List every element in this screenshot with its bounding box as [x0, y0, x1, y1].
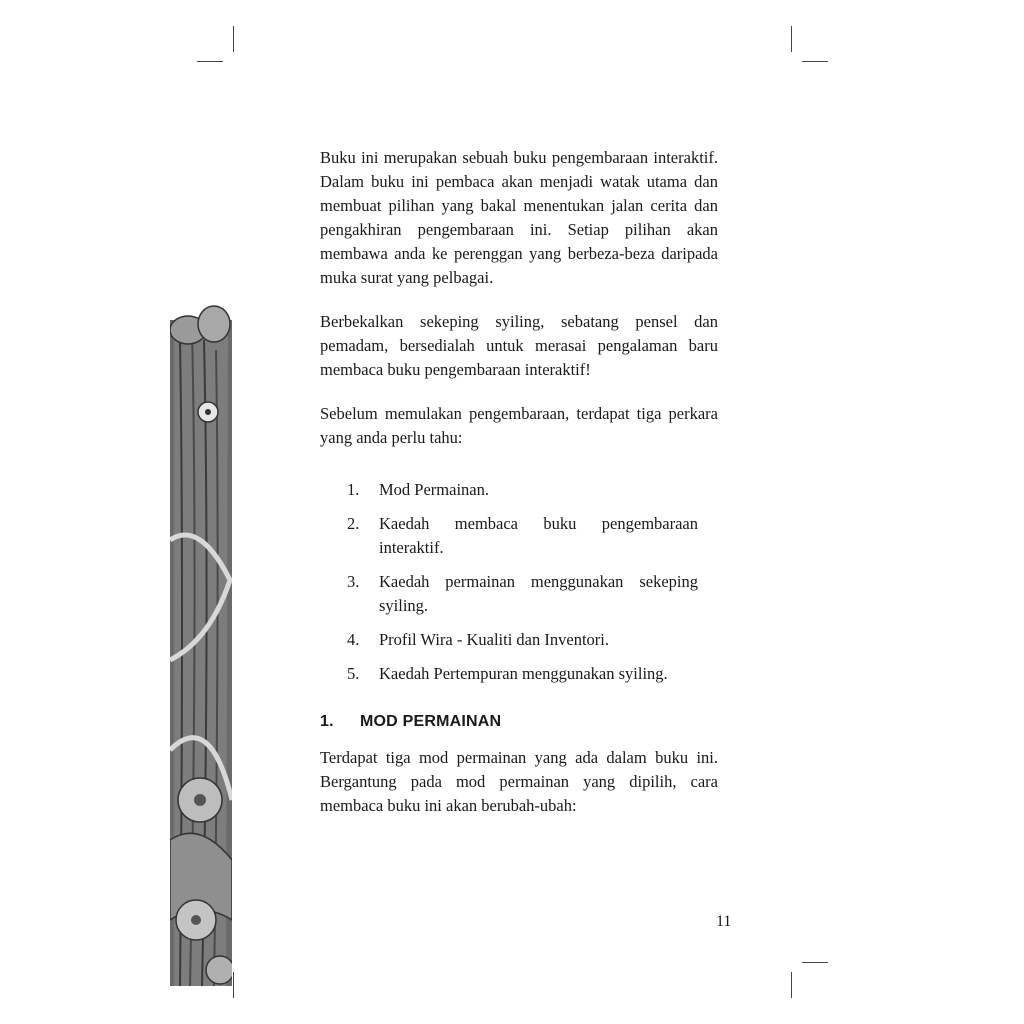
list-item-text: Kaedah permainan menggunakan sekeping syiling.: [379, 572, 698, 615]
page-body: [320, 146, 718, 838]
list-item: [320, 662, 718, 686]
intro-paragraph: Buku ini merupakan sebuah buku pengembaraan interaktif. Dalam buku ini pembaca akan menjadi watak utama dan membuat pilihan yang bakal menentukan jalan cerita dan pengakhiran pengembaraan ini. Setiap pilihan akan membawa anda ke perenggan yang berbeza-beza daripada muka surat yang pelbagai.: [320, 148, 718, 287]
crop-mark: [233, 972, 234, 998]
crop-mark: [791, 972, 792, 998]
list-item: [320, 628, 718, 652]
preparation-paragraph: Berbekalkan sekeping syiling, sebatang pensel dan pemadam, bersedialah untuk merasai pengalaman baru membaca buku pengembaraan interaktif!: [320, 312, 718, 379]
list-item-text: Mod Permainan.: [379, 480, 489, 499]
topics-list: [320, 478, 718, 686]
page-number: 11: [716, 913, 732, 930]
list-item-number: 3.: [347, 572, 360, 591]
crop-mark: [197, 61, 223, 62]
list-item-number: 2.: [347, 514, 360, 533]
list-item: [320, 478, 718, 502]
list-item: [320, 570, 718, 618]
crop-mark: [791, 26, 792, 52]
crop-mark: [802, 962, 828, 963]
section-heading: [320, 710, 718, 734]
list-item-text: Kaedah membaca buku pengembaraan interaktif.: [379, 514, 698, 557]
list-item-text: Profil Wira - Kualiti dan Inventori.: [379, 630, 609, 649]
crop-mark: [233, 26, 234, 52]
tree-vine-illustration: [170, 280, 232, 986]
things-to-know-paragraph: Sebelum memulakan pengembaraan, terdapat tiga perkara yang anda perlu tahu:: [320, 404, 718, 447]
section-heading-number: 1.: [320, 713, 334, 730]
crop-mark: [802, 61, 828, 62]
list-item: [320, 512, 718, 560]
list-item-number: 1.: [347, 480, 360, 499]
section-heading-title: MOD PERMAINAN: [360, 713, 502, 730]
list-item-text: Kaedah Pertempuran menggunakan syiling.: [379, 664, 668, 683]
list-item-number: 4.: [347, 630, 360, 649]
list-item-number: 5.: [347, 664, 360, 683]
section-paragraph: Terdapat tiga mod permainan yang ada dalam buku ini. Bergantung pada mod permainan yang dipilih, cara membaca buku ini akan berubah-ubah:: [320, 748, 718, 815]
